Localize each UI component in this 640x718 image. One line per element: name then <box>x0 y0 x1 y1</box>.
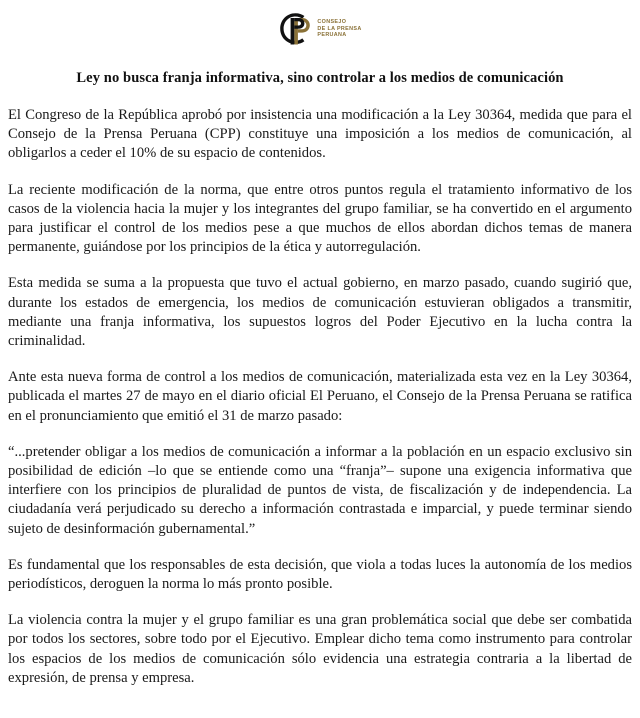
cpp-logo-text <box>317 19 361 38</box>
cpp-logo <box>278 11 361 47</box>
cpp-monogram-icon <box>278 11 312 47</box>
paragraph: Esta medida se suma a la propuesta que tuvo el actual gobierno, en marzo pasado, cuando sugirió que, durante los estados de emergencia, los medios de comunicación estuvieran obligados a transmitir, mediante una franja informativa, los supuestos logros del Poder Ejecutivo en la lucha contra la criminalidad. <box>8 275 632 350</box>
paragraph: El Congreso de la República aprobó por insistencia una modificación a la Ley 30364, medida que para el Consejo de la Prensa Peruana (CPP) constituye una imposición a los medios de comunicación, al obligarlos a ceder el 10% de su espacio de contenidos. <box>8 107 632 162</box>
paragraph: La reciente modificación de la norma, que entre otros puntos regula el tratamiento informativo de los casos de la violencia hacia la mujer y los integrantes del grupo familiar, se ha convertido en el argumento para justificar el control de los medios pese a que muchos de ellos abordan dichos temas de manera permanente, guiándose por los principios de la ética y autorregulación. <box>8 181 632 256</box>
page-title: Ley no busca franja informativa, sino controlar a los medios de comunicación <box>76 70 564 86</box>
document-header <box>8 0 632 52</box>
cpp-logo-line-2: DE LA PRENSA <box>317 25 362 32</box>
cpp-logo-line-3: PERUANA <box>317 32 347 39</box>
paragraph: Es fundamental que los responsables de esta decisión, que viola a todas luces la autonomía de los medios periodísticos, deroguen la norma lo más pronto posible. <box>8 556 632 593</box>
cpp-logo-line-1: CONSEJO <box>317 19 347 26</box>
quoted-statement: “...pretender obligar a los medios de comunicación a informar a la población en un espacio exclusivo sin posibilidad de edición –lo que se entiende como una “franja”– supone una exigencia informativa que interfiere con los principios de pluralidad de puntos de vista, de fiscalización y de independencia. La ciudadanía verá perjudicado su derecho a información contrastada e imparcial, y puede terminar siendo sujeto de desinformación gubernamental.” <box>8 443 632 537</box>
paragraph: La violencia contra la mujer y el grupo familiar es una gran problemática social que debe ser combatida por todos los sectores, sobre todo por el Ejecutivo. Emplear dicho tema como instrumento para controlar los espacios de los medios de comunicación sólo evidencia una estrategia contraria a la libertad de expresión, de prensa y empresa. <box>8 612 632 686</box>
paragraph: Ante esta nueva forma de control a los medios de comunicación, materializada esta vez en la Ley 30364, publicada el martes 27 de mayo en el diario oficial El Peruano, el Consejo de la Prensa Peruana se ratifica en el pronunciamiento que emitió el 31 de marzo pasado: <box>8 369 632 424</box>
document-body <box>8 106 632 688</box>
